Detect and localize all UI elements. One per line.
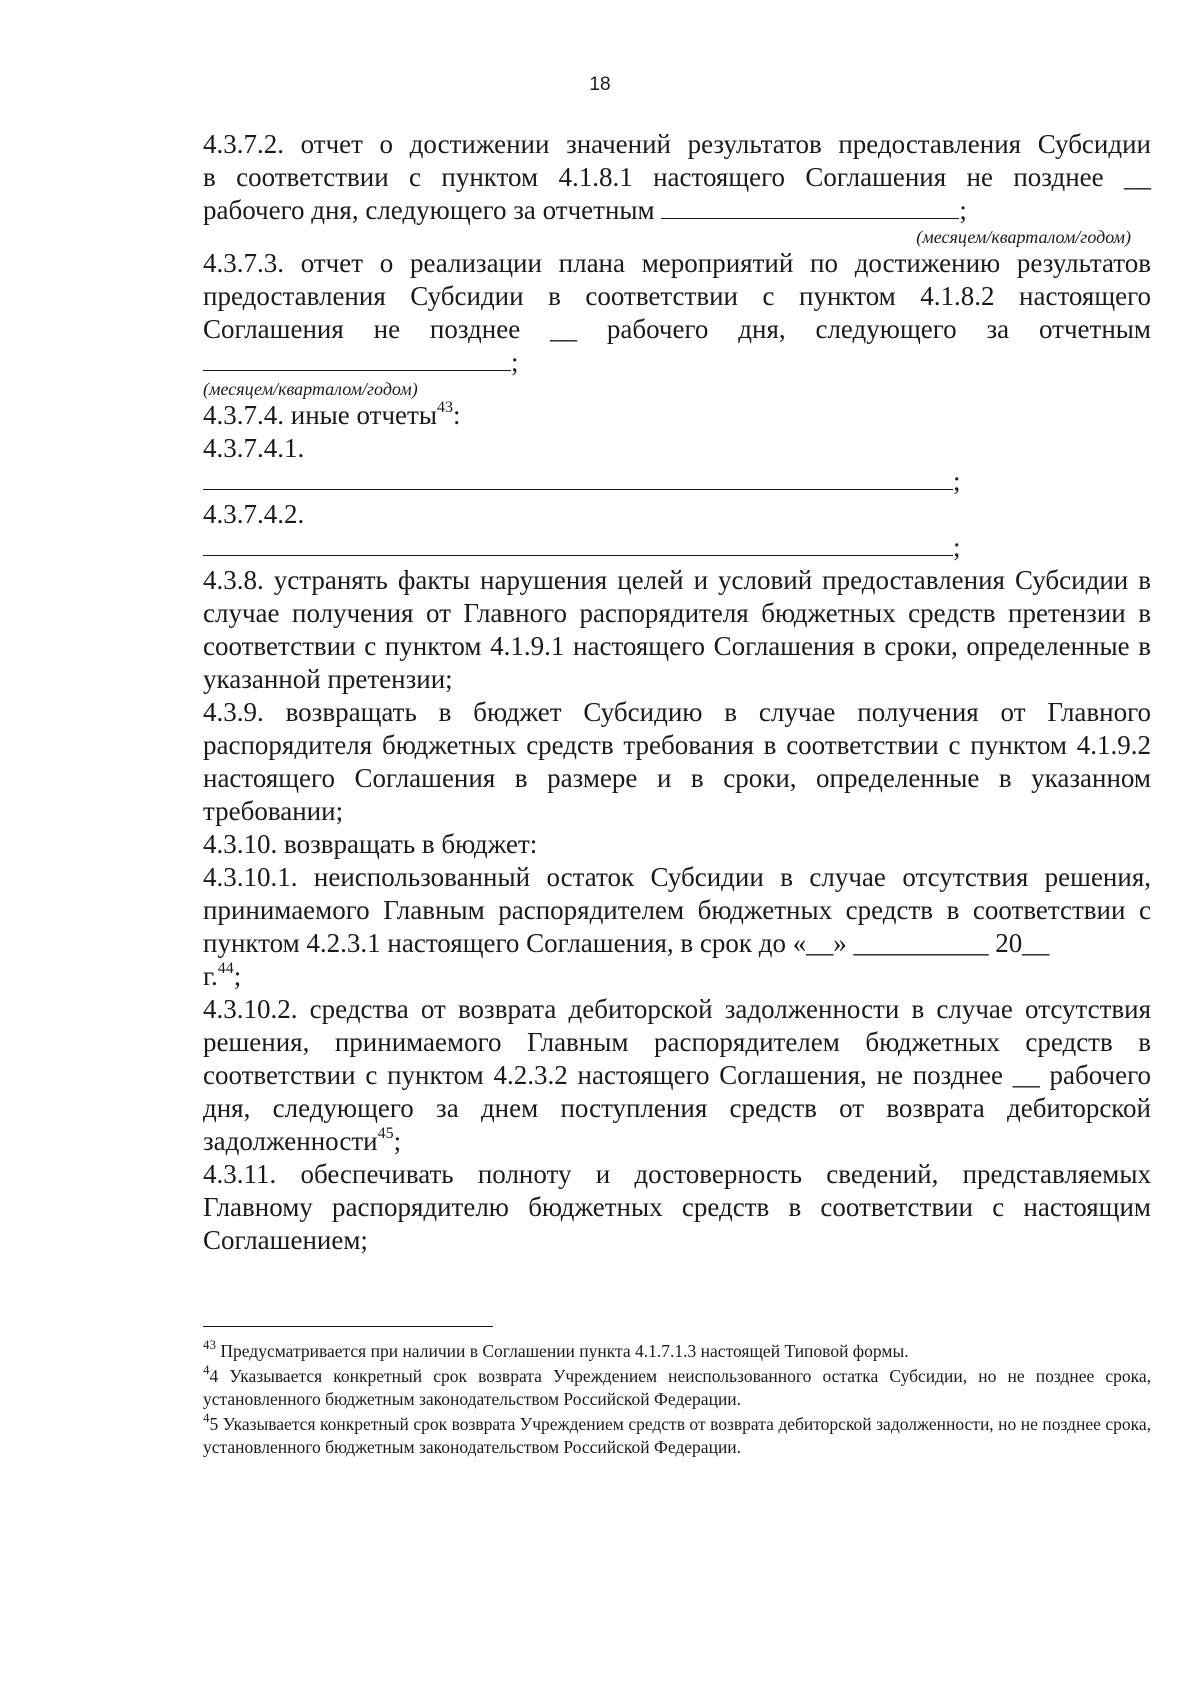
footnote-mark: 4 bbox=[203, 1362, 210, 1377]
para-4-3-7-4-text: 4.3.7.4. иные отчеты bbox=[203, 400, 437, 430]
page-number: 18 bbox=[589, 74, 611, 95]
para-4-3-9: 4.3.9. возвращать в бюджет Субсидию в случае получения от Главного распорядителя бюджетных средств требования в соответствии с пунктом 4.1.9.2 настоящего Соглашения в размере и в сроки, определенные в указанном требовании; bbox=[203, 697, 1151, 826]
para-4-3-10-1 bbox=[203, 861, 1151, 993]
para-4-3-7-3-end: ; bbox=[511, 347, 519, 377]
report-blank-2-end: ; bbox=[953, 532, 961, 562]
para-4-3-7-2-text: рабочего дня, следующего за отчетным bbox=[203, 195, 655, 225]
footnote-mark: 4 bbox=[203, 1410, 210, 1425]
period-caption: (месяцем/кварталом/годом) bbox=[916, 227, 1131, 247]
para-4-3-7-2-line3 bbox=[203, 194, 1151, 227]
document-body bbox=[203, 128, 1151, 1257]
para-4-3-7-2-line1: 4.3.7.2. отчет о достижении значений результатов предоставления Субсидии bbox=[203, 129, 1151, 159]
report-blank-line bbox=[203, 531, 953, 556]
footnote-45 bbox=[203, 1410, 1151, 1459]
para-4-3-7-4-2: 4.3.7.4.2. bbox=[203, 499, 305, 529]
para-4-3-8: 4.3.8. устранять факты нарушения целей и условий предоставления Субсидии в случае получения от Главного распорядителя бюджетных средств претензии в соответствии с пунктом 4.1.9.1 настоящего Соглашения в сроки, определенные в указанной претензии; bbox=[203, 565, 1151, 694]
report-blank-1-end: ; bbox=[953, 466, 961, 496]
para-4-3-7-3-line4 bbox=[203, 346, 1151, 379]
para-4-3-7-4-end: : bbox=[452, 400, 461, 430]
footnote-separator bbox=[203, 1326, 493, 1327]
para-4-3-10: 4.3.10. возвращать в бюджет: bbox=[203, 829, 538, 859]
para-4-3-10-1-text: 4.3.10.1. неиспользованный остаток Субсидии в случае отсутствия решения, принимаемого Главным распорядителем бюджетных средств в соответствии с пунктом 4.2.3.1 настоящего Соглашения, в срок до «__» __________ 20__ bbox=[203, 862, 1151, 958]
para-4-3-7-3-line3: Соглашения не позднее __ рабочего дня, следующего за отчетным bbox=[203, 314, 1151, 344]
para-4-3-7-4 bbox=[203, 399, 1151, 432]
para-4-3-7-4-1: 4.3.7.4.1. bbox=[203, 433, 305, 463]
footnote-ref-44: 44 bbox=[217, 960, 234, 977]
footnote-mark: 43 bbox=[203, 1337, 216, 1352]
period-blank-line bbox=[203, 346, 511, 371]
footnote-text: 4 Указывается конкретный срок возврата Учреждением неиспользованного остатка Субсидии, но не позднее срока, установленного бюджетным законодательством Российской Федерации. bbox=[203, 1366, 1151, 1409]
para-4-3-11: 4.3.11. обеспечивать полноту и достоверность сведений, представляемых Главному распорядителю бюджетных средств в соответствии с настоящим Соглашением; bbox=[203, 1159, 1151, 1255]
footnote-44 bbox=[203, 1362, 1151, 1411]
para-4-3-10-2-end: ; bbox=[393, 1126, 402, 1156]
footnotes bbox=[203, 1337, 1151, 1461]
para-4-3-7-2-line2: в соответствии с пунктом 4.1.8.1 настоящего Соглашения не позднее __ bbox=[203, 162, 1151, 192]
footnote-43 bbox=[203, 1337, 1151, 1363]
footnote-ref-43: 43 bbox=[436, 399, 453, 416]
period-blank-line bbox=[661, 194, 959, 219]
footnote-text: 5 Указывается конкретный срок возврата Учреждением средств от возврата дебиторской задолженности, но не позднее срока, установленного бюджетным законодательством Российской Федерации. bbox=[203, 1414, 1151, 1457]
footnote-ref-45: 45 bbox=[377, 1125, 394, 1142]
para-4-3-10-1-tail: г. bbox=[203, 961, 218, 991]
report-blank-2 bbox=[203, 531, 1151, 564]
period-caption: (месяцем/кварталом/годом) bbox=[203, 379, 418, 399]
para-4-3-7-3-line2: предоставления Субсидии в соответствии с пунктом 4.1.8.2 настоящего bbox=[203, 281, 1151, 311]
report-blank-line bbox=[203, 465, 953, 490]
para-4-3-7-2-end: ; bbox=[959, 195, 967, 225]
footnote-text: Предусматривается при наличии в Соглашении пункта 4.1.7.1.3 настоящей Типовой формы. bbox=[220, 1341, 909, 1361]
para-4-3-10-2 bbox=[203, 993, 1151, 1158]
para-4-3-10-2-text: 4.3.10.2. средства от возврата дебиторской задолженности в случае отсутствия решения, принимаемого Главным распорядителем бюджетных средств в соответствии с пунктом 4.2.3.2 настоящего Соглашения, не позднее __ рабочего дня, следующего за днем поступления средств от возврата дебиторской задолженности bbox=[203, 994, 1151, 1156]
report-blank-1 bbox=[203, 465, 1151, 498]
para-4-3-7-3-line1: 4.3.7.3. отчет о реализации плана мероприятий по достижению результатов bbox=[203, 248, 1151, 278]
para-4-3-10-1-end: ; bbox=[233, 961, 242, 991]
